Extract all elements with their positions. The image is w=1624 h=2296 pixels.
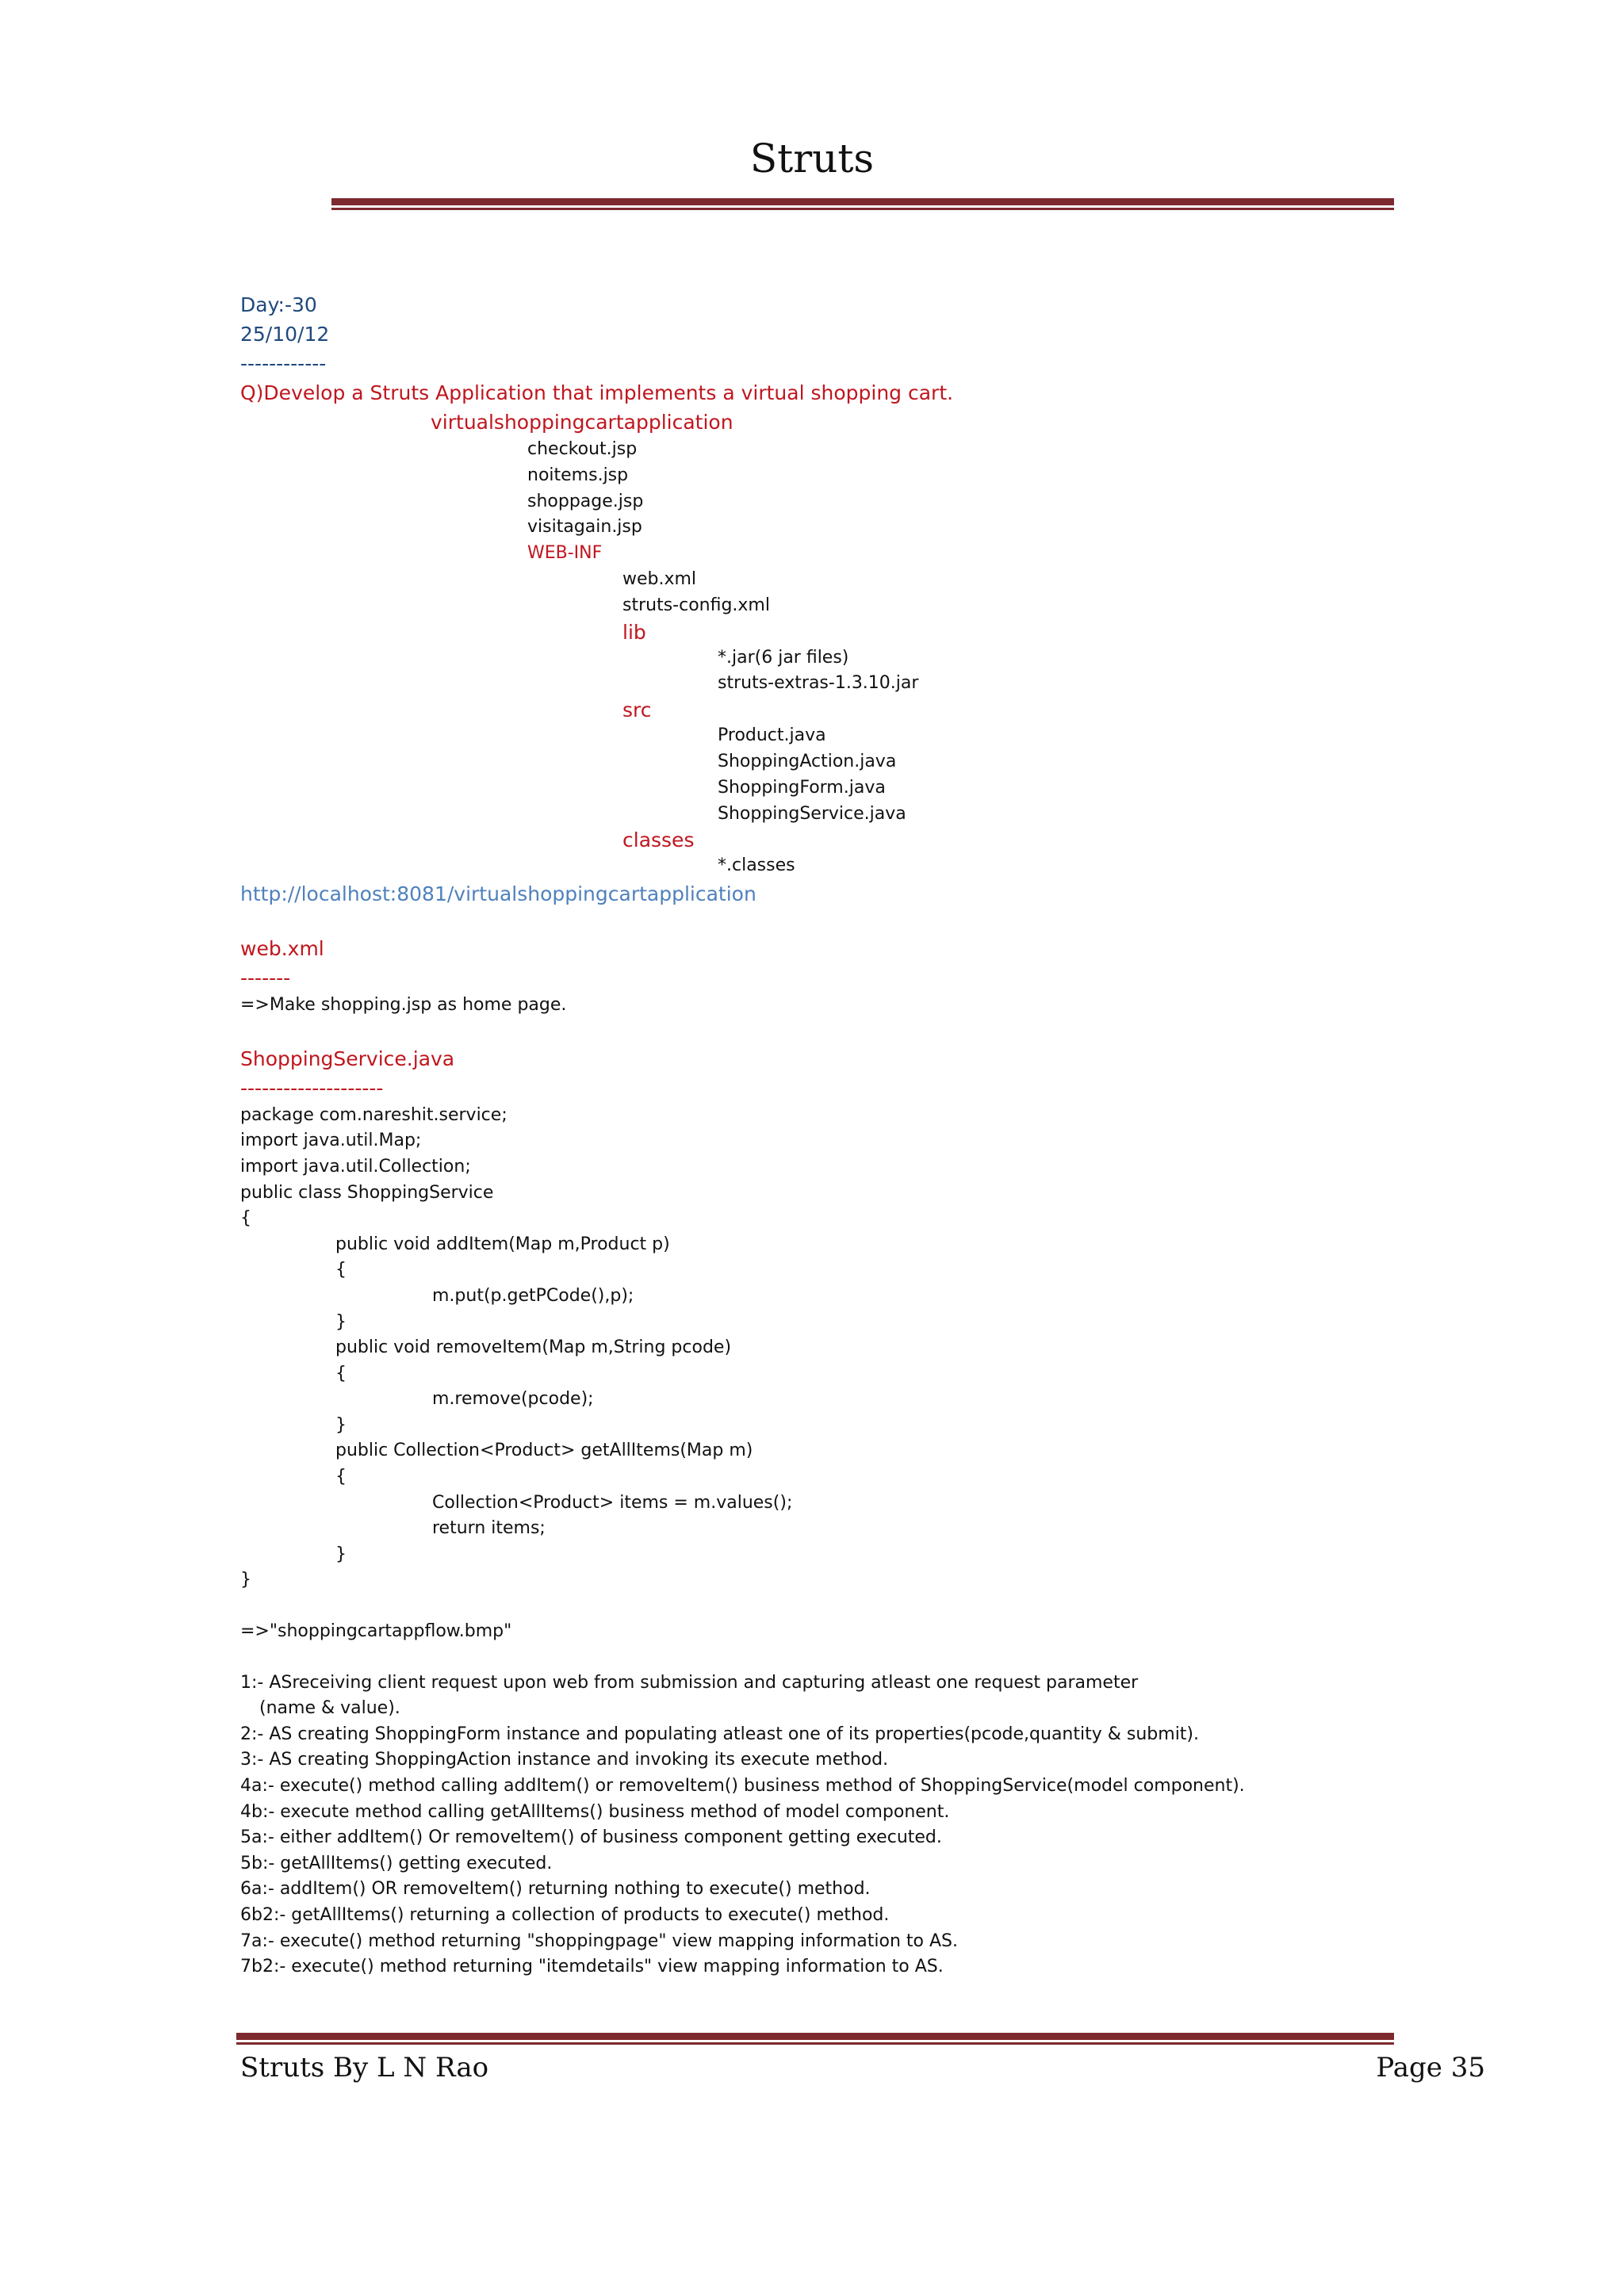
flow-step: 2:- AS creating ShoppingForm instance and populating atleast one of its properties(pcode,quantity & submit).	[240, 1724, 1200, 1744]
code-line: package com.nareshit.service;	[240, 1104, 508, 1125]
code-line: }	[335, 1311, 347, 1332]
tree-folder-src: src	[622, 698, 652, 722]
footer-page-number: Page 35	[1376, 2052, 1485, 2084]
code-line: {	[240, 1208, 251, 1229]
flow-step-continuation: (name & value).	[259, 1698, 400, 1719]
tree-file: ShoppingService.java	[718, 803, 906, 824]
service-heading: ShoppingService.java	[240, 1047, 455, 1070]
flow-step: 6a:- addItem() OR removeItem() returning nothing to execute() method.	[240, 1879, 871, 1900]
flow-step: 7b2:- execute() method returning "itemdetails" view mapping information to AS.	[240, 1957, 944, 1977]
tree-file: ShoppingAction.java	[718, 751, 897, 771]
code-line: m.remove(pcode);	[432, 1389, 594, 1410]
code-line: public Collection<Product> getAllItems(Map m)	[335, 1441, 753, 1461]
flow-step: 1:- ASreceiving client request upon web from submission and capturing atleast one request parameter	[240, 1672, 1139, 1693]
flow-step: 3:- AS creating ShoppingAction instance and invoking its execute method.	[240, 1750, 889, 1770]
day-label: Day:-30	[240, 293, 317, 316]
tree-file: ShoppingForm.java	[718, 777, 886, 798]
flow-step: 4a:- execute() method calling addItem() or removeItem() business method of ShoppingService(model component).	[240, 1776, 1245, 1796]
flow-step: 6b2:- getAllItems() returning a collection of products to execute() method.	[240, 1904, 890, 1925]
tree-file: Product.java	[718, 725, 826, 746]
code-line: m.put(p.getPCode(),p);	[432, 1285, 634, 1306]
tree-file: visitagain.jsp	[527, 517, 642, 538]
webxml-heading: web.xml	[240, 937, 324, 961]
code-line: public void addItem(Map m,Product p)	[335, 1234, 670, 1254]
webxml-underline: -------	[240, 966, 291, 990]
tree-file: struts-extras-1.3.10.jar	[718, 673, 919, 694]
code-line: }	[240, 1570, 251, 1590]
page-content	[240, 290, 1430, 1980]
tree-file: *.classes	[718, 855, 795, 876]
flow-image-reference: =>"shoppingcartappflow.bmp"	[240, 1621, 512, 1642]
code-line: {	[335, 1467, 347, 1487]
code-line: }	[335, 1414, 347, 1435]
tree-file: *.jar(6 jar files)	[718, 647, 849, 668]
tree-file: checkout.jsp	[527, 439, 638, 459]
code-line: Collection<Product> items = m.values();	[432, 1492, 793, 1513]
date-label: 25/10/12	[240, 323, 330, 346]
footer-book-title: Struts By L N Rao	[240, 2052, 489, 2084]
code-line: {	[335, 1260, 347, 1280]
code-line: import java.util.Map;	[240, 1131, 422, 1151]
page-header-title: Struts	[749, 136, 875, 182]
tree-folder-webinf: WEB-INF	[527, 543, 603, 564]
tree-file: noitems.jsp	[527, 465, 629, 485]
code-line: }	[335, 1544, 347, 1564]
footer-rule	[236, 2033, 1394, 2045]
date-underline: ------------	[240, 352, 327, 375]
flow-step: 4b:- execute method calling getAllItems() business method of model component.	[240, 1801, 950, 1822]
code-line: {	[335, 1363, 347, 1383]
code-line: public class ShoppingService	[240, 1182, 494, 1203]
code-line: import java.util.Collection;	[240, 1156, 471, 1177]
question-text: Q)Develop a Struts Application that implements a virtual shopping cart.	[240, 381, 954, 404]
code-line: return items;	[432, 1518, 546, 1539]
application-url[interactable]: http://localhost:8081/virtualshoppingcartapplication	[240, 882, 756, 906]
flow-step: 5b:- getAllItems() getting executed.	[240, 1853, 553, 1873]
header-rule	[331, 198, 1394, 210]
service-underline: --------------------	[240, 1076, 384, 1100]
tree-folder-classes: classes	[622, 828, 695, 852]
tree-file: web.xml	[622, 568, 697, 589]
flow-step: 5a:- either addItem() Or removeItem() of business component getting executed.	[240, 1827, 942, 1848]
code-line: public void removeItem(Map m,String pcode)	[335, 1337, 732, 1358]
tree-folder-lib: lib	[622, 620, 646, 644]
flow-step: 7a:- execute() method returning "shoppingpage" view mapping information to AS.	[240, 1931, 958, 1951]
webxml-text: =>Make shopping.jsp as home page.	[240, 995, 567, 1016]
tree-file: shoppage.jsp	[527, 491, 644, 511]
tree-file: struts-config.xml	[622, 595, 770, 615]
tree-root: virtualshoppingcartapplication	[431, 411, 733, 434]
